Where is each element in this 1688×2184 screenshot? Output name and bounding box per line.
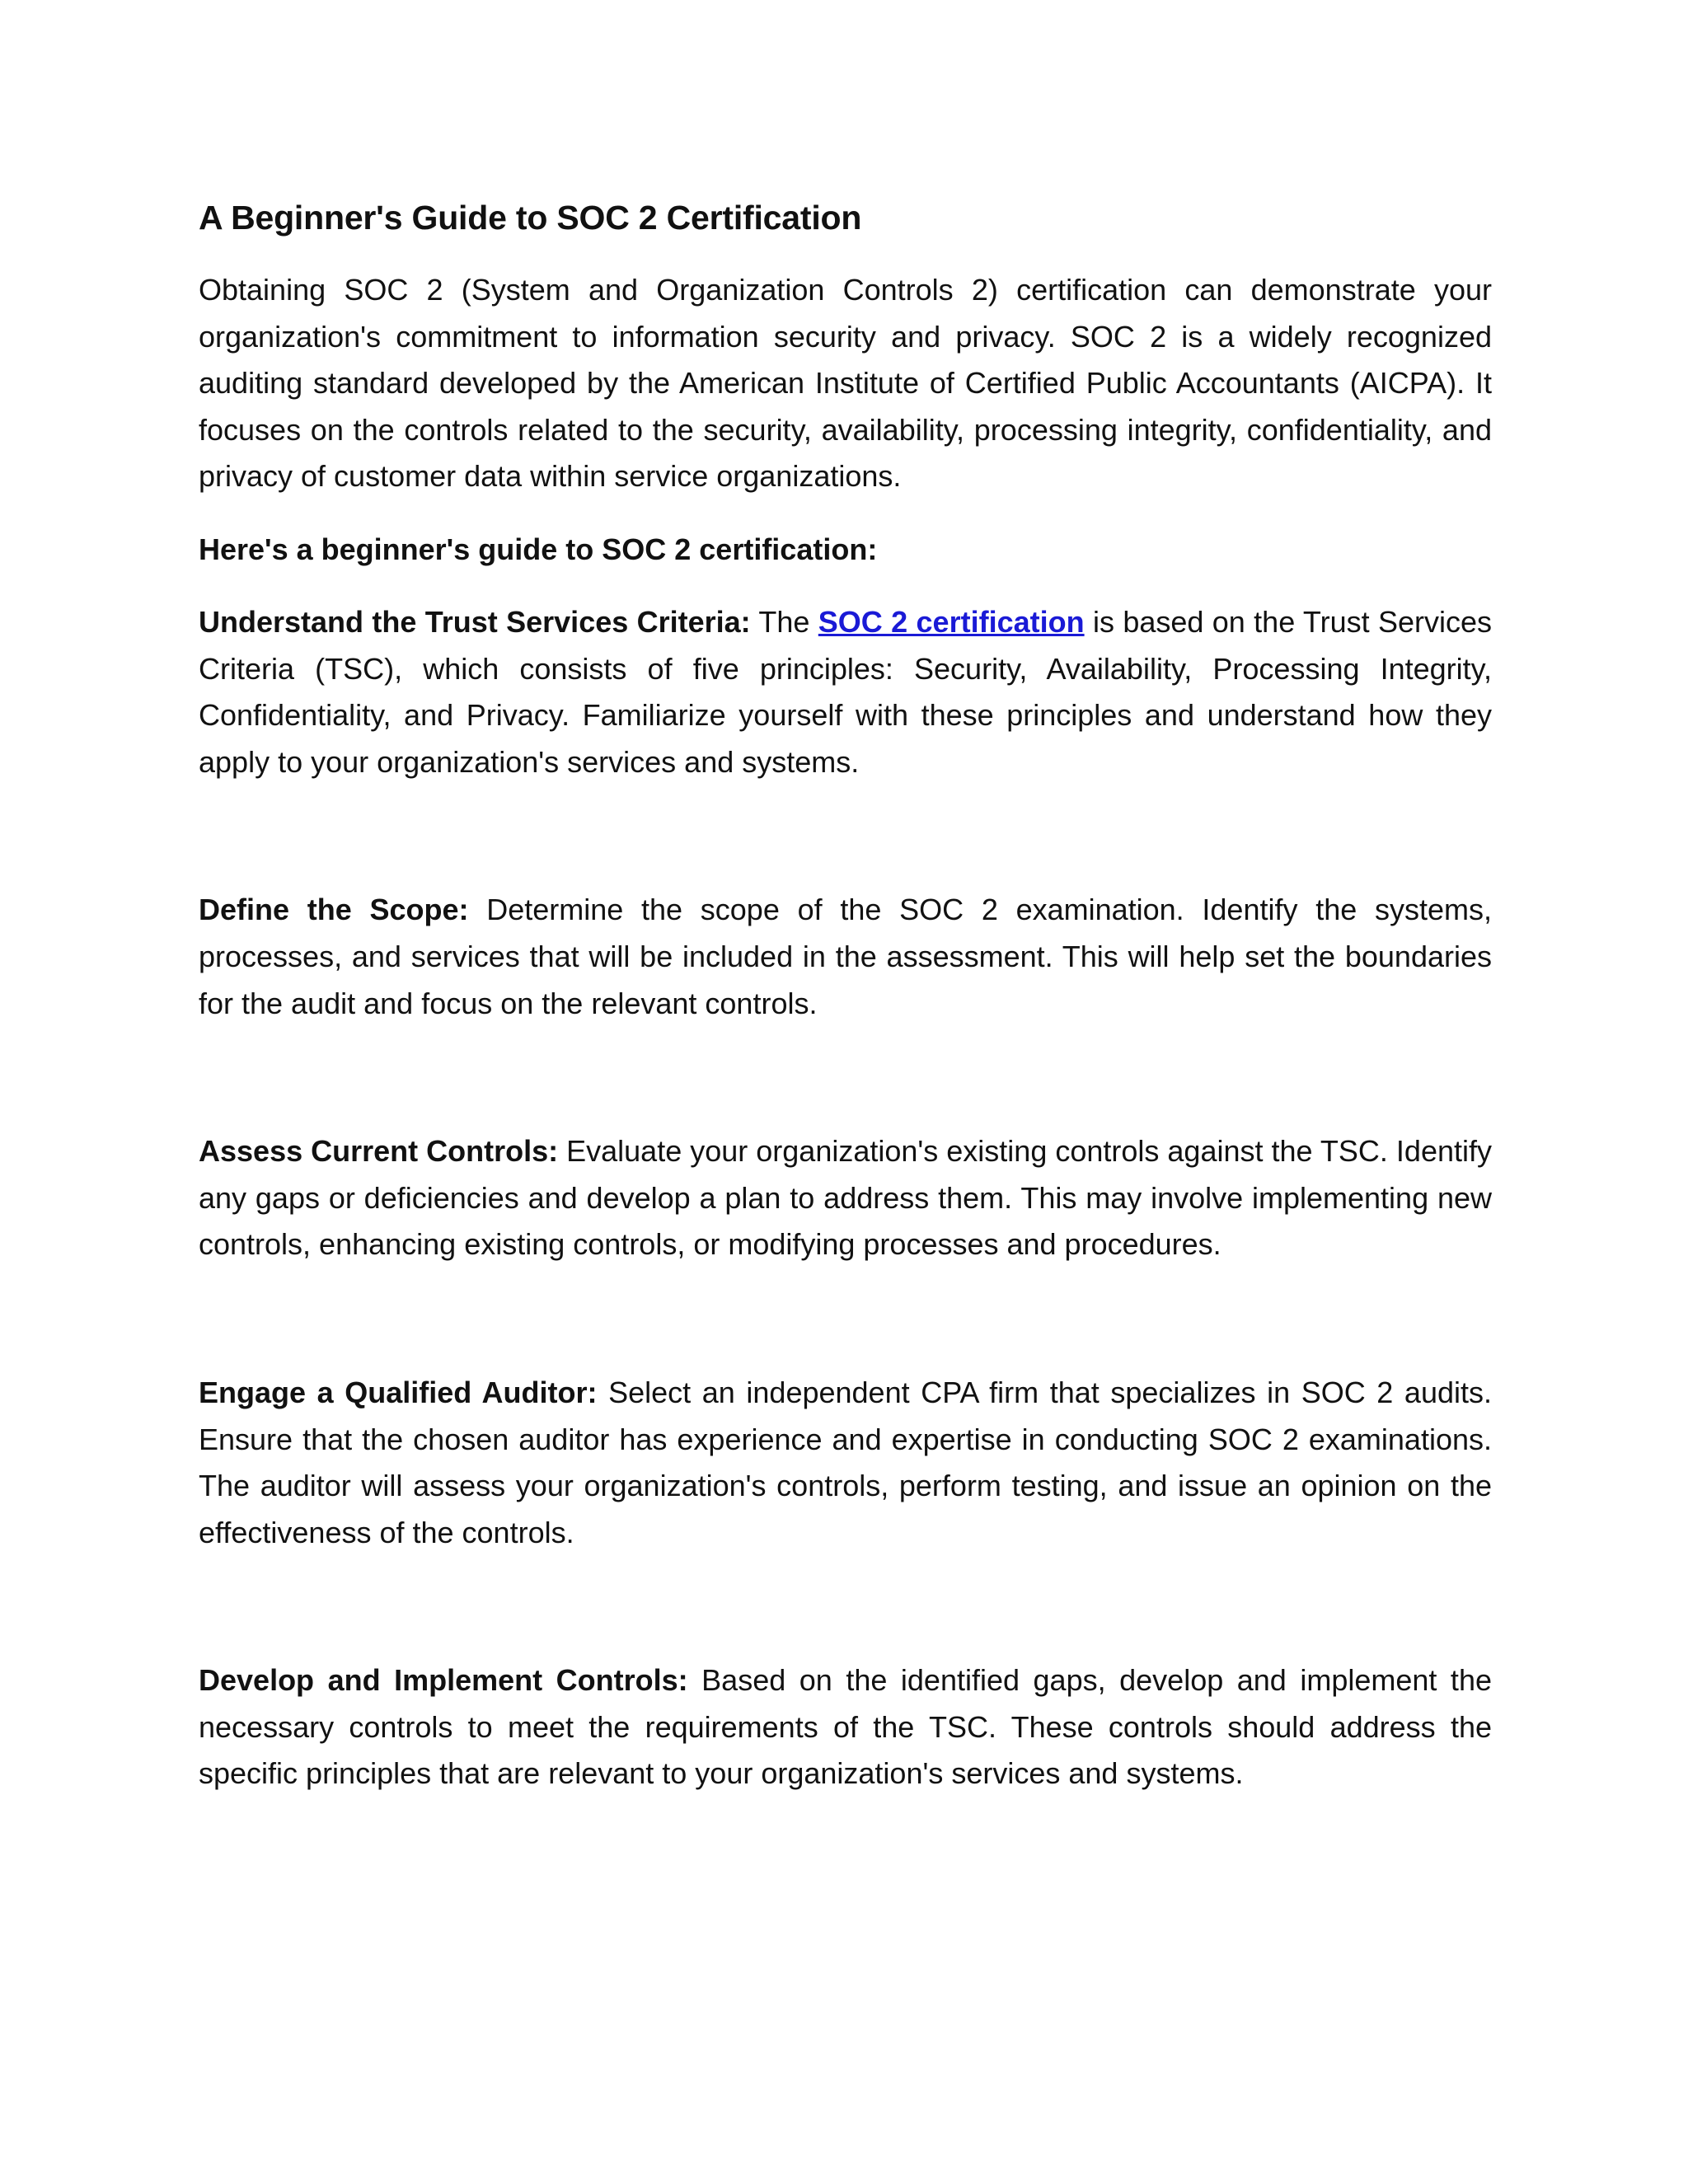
section-text: is based on the Trust Services Criteria (TSC), which consists of five principles: Security, Availability, Processing Integrity, Confidentiality, and Privacy. Familiarize yourself with these principles and understand how they apply to your organization's services and systems. [199,604,1492,779]
page-title: A Beginner's Guide to SOC 2 Certification [199,199,862,237]
section-label: Engage a Qualified Auditor: [199,1375,598,1409]
section-label: Assess Current Controls: [199,1134,559,1169]
soc2-certification-link[interactable]: SOC 2 certification [818,604,1085,639]
intro-paragraph: Obtaining SOC 2 (System and Organization Controls 2) certification can demonstrate your organization's commitment to information security and privacy. SOC 2 is a widely recognized auditing standard developed by the American Institute of Certified Public Accountants (AICPA). It focuses on the controls related to the security, availability, processing integrity, confidentiality, and privacy of customer data within service organizations. [199,273,1492,494]
section-engage-auditor [199,1370,1492,1556]
section-text: Select an independent CPA firm that specializes in SOC 2 audits. Ensure that the chosen auditor has experience and expertise in conducting SOC 2 examinations. The auditor will assess your organization's controls, perform testing, and issue an opinion on the effectiveness of the controls. [199,1375,1492,1549]
section-text-before-link: The [750,604,818,639]
section-trust-services-criteria [199,599,1492,785]
section-text: Evaluate your organization's existing controls against the TSC. Identify any gaps or deficiencies and develop a plan to address them. This may involve implementing new controls, enhancing existing controls, or modifying processes and procedures. [199,1134,1492,1262]
section-text: Based on the identified gaps, develop and implement the necessary controls to meet the requirements of the TSC. These controls should address the specific principles that are relevant to your organization's services and systems. [199,1663,1492,1791]
section-label: Understand the Trust Services Criteria: [199,604,751,639]
guide-subheading: Here's a beginner's guide to SOC 2 certification: [199,532,878,566]
section-define-scope [199,887,1492,1027]
document-content [199,196,1492,1899]
section-text: Determine the scope of the SOC 2 examination. Identify the systems, processes, and services that will be included in the assessment. This will help set the boundaries for the audit and focus on the relevant controls. [199,893,1492,1020]
section-label: Develop and Implement Controls: [199,1663,688,1698]
section-assess-controls [199,1128,1492,1268]
section-label: Define the Scope: [199,893,469,927]
section-develop-controls [199,1657,1492,1797]
